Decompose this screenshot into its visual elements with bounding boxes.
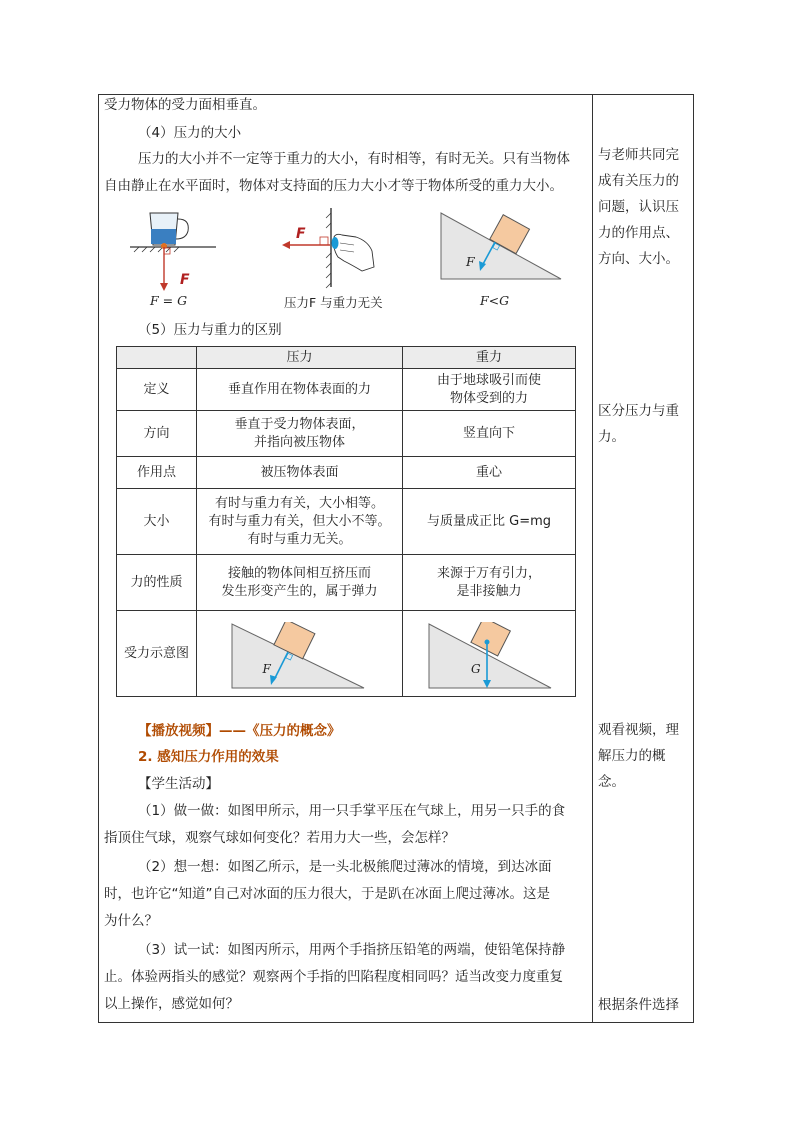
activity-1-line-2: 指顶住气球，观察气球如何变化？若用力大一些，会怎样？ — [104, 830, 455, 846]
row-label: 力的性质 — [117, 555, 197, 611]
activity-2-line-2: 时，也许它“知道”自己对冰面的压力很大，于是趴在冰面上爬过薄冰。这是 — [104, 886, 550, 902]
table-cell — [197, 611, 403, 697]
table-cell — [197, 489, 403, 555]
activity-3-line-3: 以上操作，感觉如何？ — [104, 996, 239, 1012]
row-label: 方向 — [117, 411, 197, 457]
table-cell — [402, 369, 575, 411]
comparison-table — [116, 346, 576, 697]
gravity-force-label: G — [470, 661, 481, 676]
video-title: ——《压力的概念》 — [219, 723, 341, 739]
table-cell — [197, 457, 403, 489]
table-cell — [402, 489, 575, 555]
side-note-4: 根据条件选择 — [598, 997, 679, 1013]
table-header-cell — [117, 347, 197, 369]
cell-line: 物体受到的力 — [449, 390, 528, 406]
table-row — [117, 555, 576, 611]
cell-line: 有时与重力无关。 — [247, 531, 352, 547]
cell-line: 与质量成正比 G=mg — [426, 513, 551, 529]
figure-cup-on-table — [128, 205, 228, 301]
row-label: 大小 — [117, 489, 197, 555]
pressure-force-label: F — [262, 661, 271, 676]
row-label: 定义 — [117, 369, 197, 411]
fig2-caption: 压力F 与重力无关 — [284, 295, 383, 310]
table-cell — [402, 555, 575, 611]
table-cell — [197, 369, 403, 411]
paragraph-line-2: 自由静止在水平面时，物体对支持面的压力大小才等于物体所受的重力大小。 — [104, 178, 563, 194]
side-note-1: 与老师共同完成有关压力的问题，认识压力的作用点、方向、大小。 — [598, 147, 679, 267]
cell-line: 并指向被压物体 — [254, 434, 346, 450]
cell-line: 竖直向下 — [462, 425, 515, 441]
fig3-force-label: F — [466, 254, 475, 269]
table-cell — [197, 411, 403, 457]
cell-line: 由于地球吸引而使 — [436, 372, 541, 388]
side-note-2: 区分压力与重力。 — [598, 403, 679, 445]
activity-2-line-1: （2）想一想：如图乙所示，是一头北极熊爬过薄冰的情境，到达冰面 — [138, 859, 552, 875]
video-tag: 【播放视频】 — [138, 723, 219, 739]
cell-line: 来源于万有引力， — [436, 565, 541, 581]
side-note-3: 观看视频，理解压力的概念。 — [598, 722, 679, 790]
column-divider — [592, 94, 593, 1023]
fig2-force-label: F — [296, 226, 306, 242]
table-row — [117, 611, 576, 697]
cell-line: 接触的物体间相互挤压而 — [228, 565, 372, 581]
cell-line: 被压物体表面 — [260, 464, 339, 480]
activity-1-line-1: （1）做一做：如图甲所示，用一只手掌平压在气球上，用另一只手的食 — [138, 803, 566, 819]
heading-size: （4）压力的大小 — [138, 125, 242, 141]
row-label: 作用点 — [117, 457, 197, 489]
fig3-caption: F<G — [480, 293, 510, 308]
table-cell — [402, 457, 575, 489]
activity-3-line-1: （3）试一试：如图丙所示，用两个手指挤压铅笔的两端，使铅笔保持静 — [138, 942, 566, 958]
table-header-cell: 压力 — [197, 347, 403, 369]
cell-line: 垂直于受力物体表面， — [234, 416, 365, 432]
paragraph-line-1: 压力的大小并不一定等于重力的大小，有时相等，有时无关。只有当物体 — [138, 151, 570, 167]
table-cell — [402, 611, 575, 697]
student-activity-heading: 【学生活动】 — [138, 776, 219, 792]
table-header-cell: 重力 — [402, 347, 575, 369]
table-cell — [402, 411, 575, 457]
cell-line: 是非接触力 — [456, 583, 522, 599]
cell-line: 垂直作用在物体表面的力 — [228, 381, 372, 397]
intro-line: 受力物体的受力面相垂直。 — [104, 97, 266, 113]
figure-hand-wall — [282, 205, 382, 290]
cell-line: 有时与重力有关，大小相等。 — [215, 495, 385, 511]
fig1-caption: F = G — [150, 293, 188, 308]
heading-difference: （5）压力与重力的区别 — [138, 322, 282, 338]
cell-line: 重心 — [475, 464, 502, 480]
table-row — [117, 369, 576, 411]
cell-line: 发生形变产生的，属于弹力 — [221, 583, 378, 599]
table-header-row — [117, 347, 576, 369]
video-line — [138, 722, 341, 740]
table-row — [117, 489, 576, 555]
table-cell — [197, 555, 403, 611]
pressure-diagram — [230, 622, 370, 692]
row-label: 受力示意图 — [117, 611, 197, 697]
fig1-force-label: F — [180, 272, 190, 288]
gravity-diagram — [427, 622, 557, 692]
cell-line: 有时与重力有关，但大小不等。 — [208, 513, 391, 529]
section-2-heading: 2. 感知压力作用的效果 — [138, 749, 279, 765]
figure-block-incline — [438, 205, 566, 283]
table-row — [117, 411, 576, 457]
activity-2-line-3: 为什么？ — [104, 913, 158, 929]
table-row — [117, 457, 576, 489]
activity-3-line-2: 止。体验两指头的感觉？观察两个手指的凹陷程度相同吗？适当改变力度重复 — [104, 969, 563, 985]
